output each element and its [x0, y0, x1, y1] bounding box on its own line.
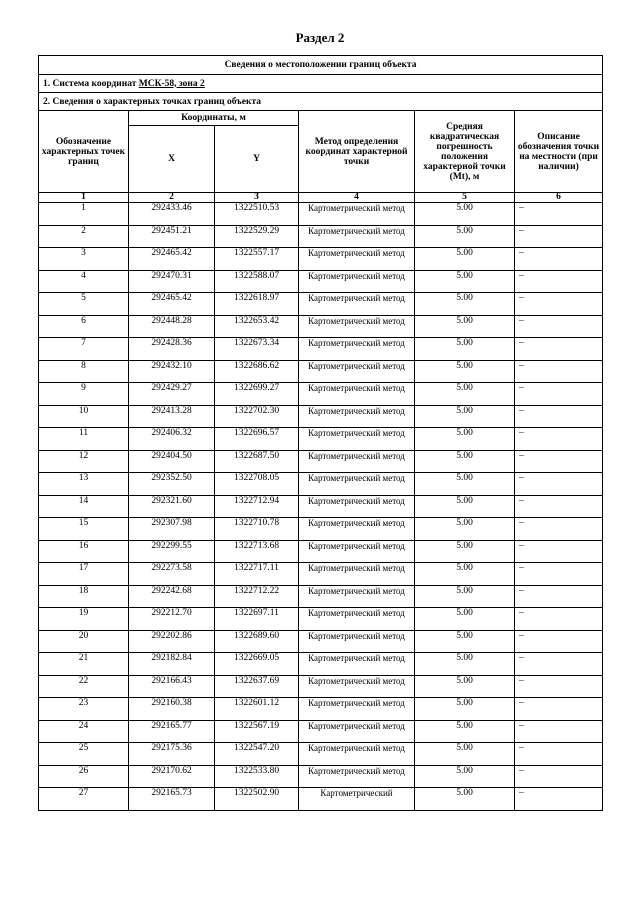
x-value: 292470.31 [129, 270, 215, 293]
description-value: – [515, 360, 603, 383]
method-value: Картометрический метод [299, 360, 415, 383]
point-number: 4 [39, 270, 129, 293]
table-row [39, 383, 603, 406]
x-value: 292433.46 [129, 203, 215, 226]
method-value: Картометрический метод [299, 518, 415, 541]
method-value: Картометрический метод [299, 225, 415, 248]
method-value: Картометрический метод [299, 585, 415, 608]
x-value: 292429.27 [129, 383, 215, 406]
point-number: 15 [39, 518, 129, 541]
error-value: 5.00 [415, 450, 515, 473]
description-value: – [515, 293, 603, 316]
error-value: 5.00 [415, 315, 515, 338]
point-number: 16 [39, 540, 129, 563]
method-value: Картометрический метод [299, 630, 415, 653]
table-row [39, 315, 603, 338]
y-value: 1322529.29 [215, 225, 299, 248]
description-value: – [515, 428, 603, 451]
description-value: – [515, 675, 603, 698]
x-value: 292307.98 [129, 518, 215, 541]
error-value: 5.00 [415, 383, 515, 406]
point-number: 25 [39, 743, 129, 766]
method-value: Картометрический метод [299, 495, 415, 518]
description-value: – [515, 698, 603, 721]
error-value: 5.00 [415, 675, 515, 698]
description-value: – [515, 563, 603, 586]
y-value: 1322699.27 [215, 383, 299, 406]
description-value: – [515, 630, 603, 653]
section-title: Раздел 2 [295, 30, 345, 45]
point-number: 21 [39, 653, 129, 676]
col-number: 3 [215, 193, 299, 203]
error-value: 5.00 [415, 428, 515, 451]
x-value: 292273.58 [129, 563, 215, 586]
point-number: 7 [39, 338, 129, 361]
col-number: 4 [299, 193, 415, 203]
point-number: 1 [39, 203, 129, 226]
y-value: 1322557.17 [215, 248, 299, 271]
error-value: 5.00 [415, 293, 515, 316]
table-row [39, 540, 603, 563]
point-number: 20 [39, 630, 129, 653]
y-value: 1322717.11 [215, 563, 299, 586]
boundary-points-table [38, 55, 603, 811]
method-value: Картометрический метод [299, 383, 415, 406]
x-value: 292165.73 [129, 788, 215, 811]
y-value: 1322696.57 [215, 428, 299, 451]
point-number: 23 [39, 698, 129, 721]
table-row [39, 225, 603, 248]
method-value: Картометрический метод [299, 608, 415, 631]
error-value: 5.00 [415, 608, 515, 631]
y-value: 1322689.60 [215, 630, 299, 653]
y-value: 1322637.69 [215, 675, 299, 698]
error-value: 5.00 [415, 248, 515, 271]
point-number: 2 [39, 225, 129, 248]
description-value: – [515, 788, 603, 811]
table-row [39, 428, 603, 451]
y-value: 1322708.05 [215, 473, 299, 496]
error-value: 5.00 [415, 743, 515, 766]
header-method: Метод определения координат характерной точки [299, 111, 415, 193]
col-number: 2 [129, 193, 215, 203]
y-value: 1322533.80 [215, 765, 299, 788]
header-error: Средняя квадратическая погрешность положения характерной точки (Mt), м [415, 111, 515, 193]
description-value: – [515, 248, 603, 271]
y-value: 1322712.22 [215, 585, 299, 608]
x-value: 292413.28 [129, 405, 215, 428]
x-value: 292175.36 [129, 743, 215, 766]
error-value: 5.00 [415, 518, 515, 541]
x-value: 292299.55 [129, 540, 215, 563]
error-value: 5.00 [415, 473, 515, 496]
y-value: 1322697.11 [215, 608, 299, 631]
col-number: 6 [515, 193, 603, 203]
table-row [39, 495, 603, 518]
x-value: 292352.50 [129, 473, 215, 496]
table-row [39, 450, 603, 473]
method-value: Картометрический метод [299, 428, 415, 451]
method-value: Картометрический метод [299, 405, 415, 428]
header-description: Описание обозначения точки на местности (при наличии) [515, 111, 603, 193]
header-coords: Координаты, м [129, 111, 299, 126]
point-number: 22 [39, 675, 129, 698]
header-y: Y [215, 126, 299, 193]
error-value: 5.00 [415, 788, 515, 811]
table-row [39, 585, 603, 608]
table-row [39, 653, 603, 676]
error-value: 5.00 [415, 563, 515, 586]
y-value: 1322710.78 [215, 518, 299, 541]
error-value: 5.00 [415, 203, 515, 226]
description-value: – [515, 270, 603, 293]
description-value: – [515, 315, 603, 338]
point-number: 5 [39, 293, 129, 316]
y-value: 1322712.94 [215, 495, 299, 518]
table-row [39, 675, 603, 698]
error-value: 5.00 [415, 405, 515, 428]
description-value: – [515, 338, 603, 361]
x-value: 292160.38 [129, 698, 215, 721]
y-value: 1322673.34 [215, 338, 299, 361]
y-value: 1322686.62 [215, 360, 299, 383]
col-number: 1 [39, 193, 129, 203]
description-value: – [515, 383, 603, 406]
error-value: 5.00 [415, 338, 515, 361]
method-value: Картометрический метод [299, 563, 415, 586]
description-value: – [515, 450, 603, 473]
x-value: 292451.21 [129, 225, 215, 248]
method-value: Картометрический метод [299, 473, 415, 496]
table-row [39, 473, 603, 496]
table-row [39, 630, 603, 653]
x-value: 292406.32 [129, 428, 215, 451]
y-value: 1322702.30 [215, 405, 299, 428]
x-value: 292166.43 [129, 675, 215, 698]
y-value: 1322653.42 [215, 315, 299, 338]
point-number: 13 [39, 473, 129, 496]
table-row [39, 788, 603, 811]
method-value: Картометрический метод [299, 675, 415, 698]
table-row [39, 608, 603, 631]
y-value: 1322601.12 [215, 698, 299, 721]
description-value: – [515, 203, 603, 226]
x-value: 292404.50 [129, 450, 215, 473]
table-row [39, 338, 603, 361]
x-value: 292465.42 [129, 248, 215, 271]
description-value: – [515, 608, 603, 631]
point-number: 26 [39, 765, 129, 788]
coord-system-value: МСК-58, зона 2 [138, 78, 205, 89]
table-row [39, 293, 603, 316]
error-value: 5.00 [415, 698, 515, 721]
x-value: 292165.77 [129, 720, 215, 743]
y-value: 1322669.05 [215, 653, 299, 676]
table-row [39, 360, 603, 383]
point-number: 10 [39, 405, 129, 428]
method-value: Картометрический метод [299, 270, 415, 293]
table-row [39, 743, 603, 766]
col-number: 5 [415, 193, 515, 203]
y-value: 1322502.90 [215, 788, 299, 811]
table-caption: Сведения о местоположении границ объекта [39, 56, 603, 75]
error-value: 5.00 [415, 270, 515, 293]
error-value: 5.00 [415, 630, 515, 653]
x-value: 292202.86 [129, 630, 215, 653]
point-number: 14 [39, 495, 129, 518]
point-number: 9 [39, 383, 129, 406]
x-value: 292448.28 [129, 315, 215, 338]
table-row [39, 270, 603, 293]
description-value: – [515, 518, 603, 541]
error-value: 5.00 [415, 720, 515, 743]
description-value: – [515, 540, 603, 563]
x-value: 292212.70 [129, 608, 215, 631]
method-value: Картометрический метод [299, 315, 415, 338]
description-value: – [515, 473, 603, 496]
y-value: 1322713.68 [215, 540, 299, 563]
table-row [39, 698, 603, 721]
error-value: 5.00 [415, 225, 515, 248]
point-number: 8 [39, 360, 129, 383]
y-value: 1322618.97 [215, 293, 299, 316]
description-value: – [515, 765, 603, 788]
x-value: 292428.36 [129, 338, 215, 361]
method-value: Картометрический метод [299, 293, 415, 316]
coord-system-label: 1. Система координат [43, 78, 139, 89]
error-value: 5.00 [415, 540, 515, 563]
error-value: 5.00 [415, 765, 515, 788]
table-row [39, 405, 603, 428]
description-value: – [515, 653, 603, 676]
method-value: Картометрический метод [299, 698, 415, 721]
description-value: – [515, 743, 603, 766]
table-row [39, 248, 603, 271]
y-value: 1322588.07 [215, 270, 299, 293]
description-value: – [515, 405, 603, 428]
method-value: Картометрический метод [299, 203, 415, 226]
method-value: Картометрический метод [299, 765, 415, 788]
point-number: 27 [39, 788, 129, 811]
x-value: 292321.60 [129, 495, 215, 518]
method-value: Картометрический метод [299, 248, 415, 271]
method-value: Картометрический метод [299, 540, 415, 563]
points-title: 2. Сведения о характерных точках границ объекта [39, 93, 603, 111]
error-value: 5.00 [415, 585, 515, 608]
point-number: 19 [39, 608, 129, 631]
table-row [39, 203, 603, 226]
coord-system-row [39, 75, 603, 93]
error-value: 5.00 [415, 360, 515, 383]
x-value: 292170.62 [129, 765, 215, 788]
point-number: 11 [39, 428, 129, 451]
point-number: 24 [39, 720, 129, 743]
y-value: 1322567.19 [215, 720, 299, 743]
x-value: 292242.68 [129, 585, 215, 608]
method-value: Картометрический метод [299, 720, 415, 743]
y-value: 1322687.50 [215, 450, 299, 473]
table-row [39, 765, 603, 788]
method-value: Картометрический метод [299, 338, 415, 361]
table-row [39, 518, 603, 541]
error-value: 5.00 [415, 495, 515, 518]
method-value: Картометрический метод [299, 653, 415, 676]
error-value: 5.00 [415, 653, 515, 676]
point-number: 18 [39, 585, 129, 608]
point-number: 3 [39, 248, 129, 271]
header-x: X [129, 126, 215, 193]
point-number: 12 [39, 450, 129, 473]
header-point: Обозначение характерных точек границ [39, 111, 129, 193]
description-value: – [515, 225, 603, 248]
method-value: Картометрический метод [299, 743, 415, 766]
table-row [39, 720, 603, 743]
description-value: – [515, 720, 603, 743]
method-value: Картометрический метод [299, 450, 415, 473]
x-value: 292432.10 [129, 360, 215, 383]
column-numbers-row [39, 193, 603, 203]
description-value: – [515, 495, 603, 518]
point-number: 6 [39, 315, 129, 338]
point-number: 17 [39, 563, 129, 586]
x-value: 292465.42 [129, 293, 215, 316]
x-value: 292182.84 [129, 653, 215, 676]
description-value: – [515, 585, 603, 608]
y-value: 1322547.20 [215, 743, 299, 766]
table-row [39, 563, 603, 586]
method-value: Картометрический [299, 788, 415, 811]
y-value: 1322510.53 [215, 203, 299, 226]
